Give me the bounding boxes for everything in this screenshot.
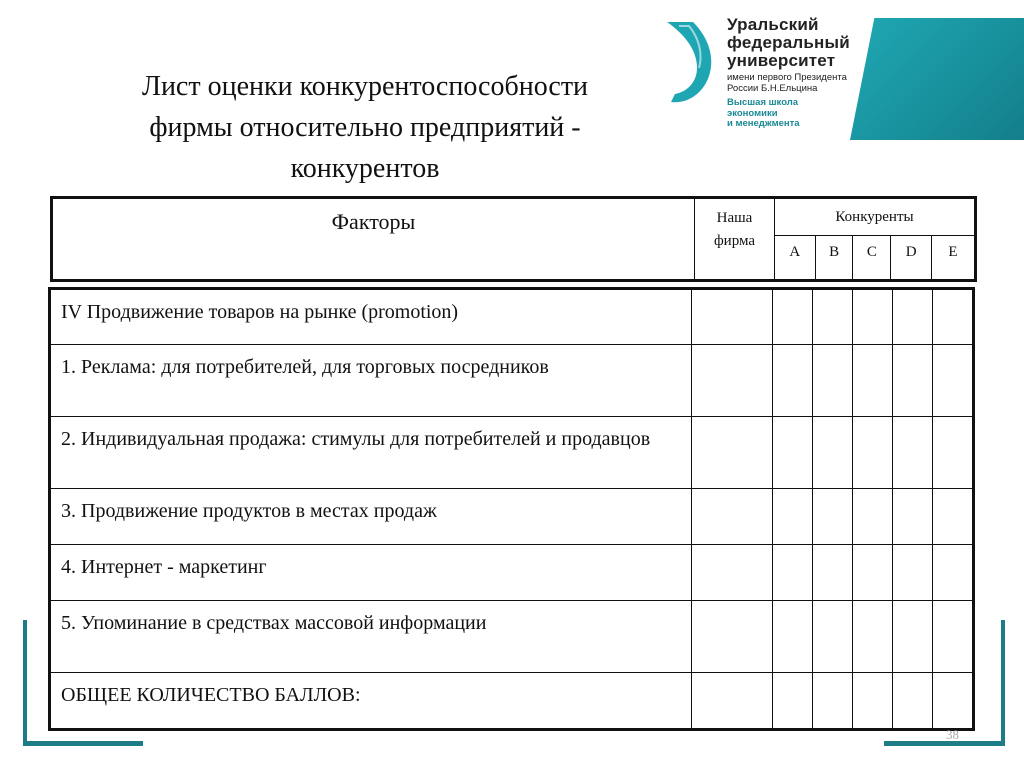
competitor-b-score-cell[interactable] [813,345,853,417]
factor-cell: 4. Интернет - маркетинг [50,545,692,601]
competitor-a-score-cell[interactable] [773,417,813,489]
competitor-b-score-cell[interactable] [813,289,853,345]
table-row [50,489,974,545]
header-competitor-a: A [775,236,816,281]
competitor-e-score-cell[interactable] [933,545,974,601]
logo-line: и менеджмента [727,118,800,129]
competitor-a-score-cell[interactable] [773,545,813,601]
header-text: Наша [716,210,753,226]
factor-cell: 5. Упоминание в средствах массовой информации [50,601,692,673]
competitor-b-score-cell[interactable] [813,545,853,601]
header-competitor-c: C [853,236,891,281]
logo-line: России Б.Н.Ельцина [727,83,818,94]
our-firm-score-cell[interactable] [692,489,773,545]
decorative-band [850,18,1024,140]
our-firm-score-cell[interactable] [692,601,773,673]
competitor-d-score-cell[interactable] [893,417,933,489]
competitor-c-score-cell[interactable] [853,489,893,545]
right-corner-bracket [884,620,1005,746]
title-line: конкурентов [290,153,440,184]
competitor-d-score-cell[interactable] [893,545,933,601]
university-logo-icon [665,18,717,108]
header-competitor-b: B [815,236,853,281]
page-number: 38 [946,727,959,742]
header-text: фирма [713,233,756,249]
logo-line: университет [727,51,836,70]
our-firm-score-cell[interactable] [692,673,773,730]
factor-cell: 3. Продвижение продуктов в местах продаж [50,489,692,545]
competitor-a-score-cell[interactable] [773,289,813,345]
our-firm-score-cell[interactable] [692,417,773,489]
factor-cell: ОБЩЕЕ КОЛИЧЕСТВО БАЛЛОВ: [50,673,692,730]
table-row [50,345,974,417]
title-line: фирмы относительно предприятий - [149,112,581,143]
table-row [50,673,974,730]
competitor-c-score-cell[interactable] [853,289,893,345]
logo-line: экономики [727,107,778,119]
our-firm-score-cell[interactable] [692,545,773,601]
table-row [50,417,974,489]
competitor-d-score-cell[interactable] [893,489,933,545]
competitor-a-score-cell[interactable] [773,345,813,417]
factor-cell: IV Продвижение товаров на рынке (promotion) [50,289,692,345]
competitor-a-score-cell[interactable] [773,673,813,730]
competitor-e-score-cell[interactable] [933,345,974,417]
table-row [50,289,974,345]
header-competitor-d: D [891,236,932,281]
logo-line: Уральский [727,15,819,34]
competitor-b-score-cell[interactable] [813,417,853,489]
factor-cell: 1. Реклама: для потребителей, для торговых посредников [50,345,692,417]
factors-table [48,287,975,731]
competitor-d-score-cell[interactable] [893,345,933,417]
competitor-e-score-cell[interactable] [933,489,974,545]
table-row [50,545,974,601]
competitor-e-score-cell[interactable] [933,289,974,345]
competitor-a-score-cell[interactable] [773,601,813,673]
competitor-b-score-cell[interactable] [813,601,853,673]
table-header [50,196,977,282]
title-line: Лист оценки конкурентоспособности [141,71,589,102]
competitor-c-score-cell[interactable] [853,545,893,601]
factor-cell: 2. Индивидуальная продажа: стимулы для потребителей и продавцов [50,417,692,489]
header-competitors: Конкуренты [775,198,976,236]
table-row [50,601,974,673]
competitor-c-score-cell[interactable] [853,345,893,417]
competitor-b-score-cell[interactable] [813,489,853,545]
competitor-c-score-cell[interactable] [853,417,893,489]
our-firm-score-cell[interactable] [692,289,773,345]
competitor-e-score-cell[interactable] [933,417,974,489]
competitor-b-score-cell[interactable] [813,673,853,730]
university-logo-text [727,16,850,130]
logo-line: Высшая школа [727,97,799,108]
competitor-a-score-cell[interactable] [773,489,813,545]
left-corner-bracket [23,620,143,746]
header-competitor-e: E [932,236,976,281]
our-firm-score-cell[interactable] [692,345,773,417]
slide-title [80,66,650,189]
logo-line: федеральный [727,33,850,52]
header-our-firm [695,198,775,281]
competitor-d-score-cell[interactable] [893,289,933,345]
header-factors: Факторы [52,198,695,281]
logo-line: имени первого Президента [727,72,847,83]
